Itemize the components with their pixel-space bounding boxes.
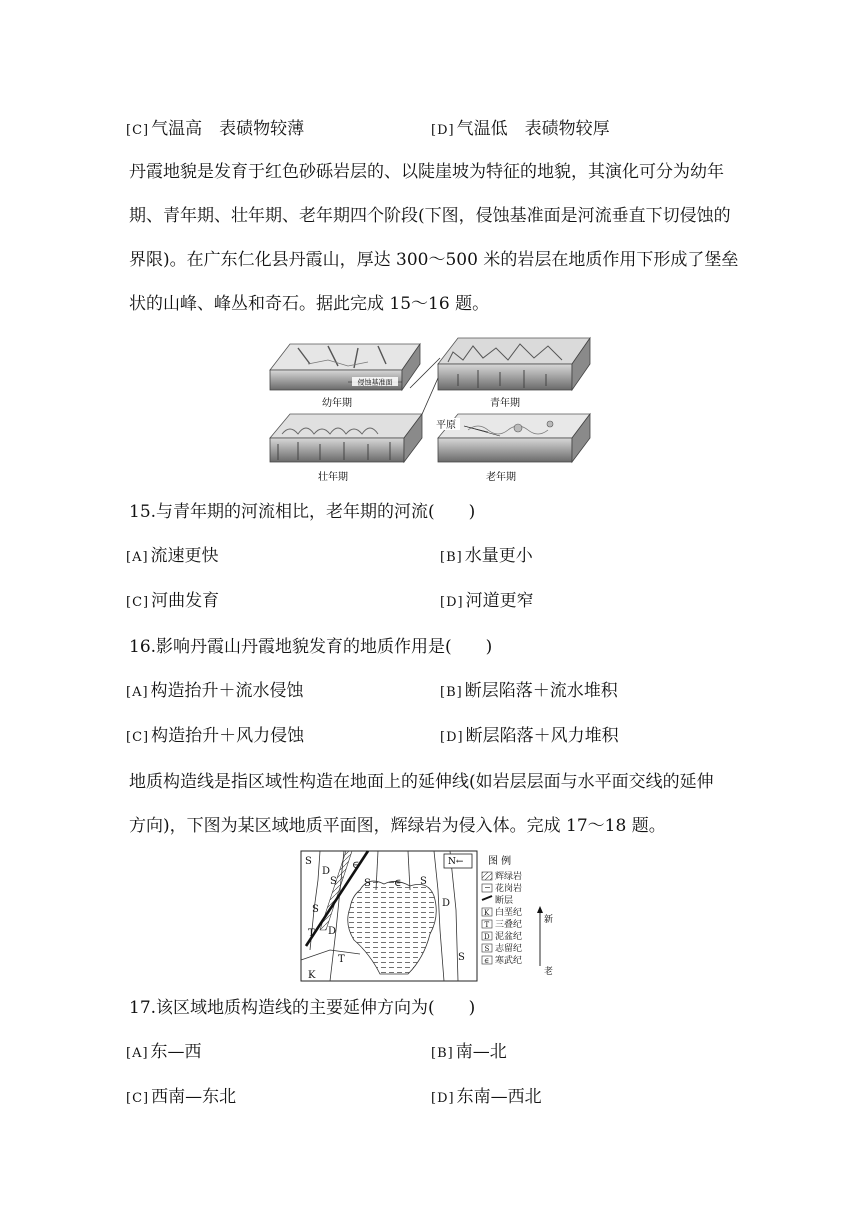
q16-option-a [126, 680, 304, 704]
map-label: ∈ [394, 878, 402, 889]
option-text: 构造抬升＋风力侵蚀 [151, 726, 305, 746]
q15-option-d [440, 590, 534, 614]
map-label: S [364, 878, 371, 889]
option-label: [D] [431, 123, 455, 138]
q14-option-c [126, 118, 304, 142]
legend-item: 辉绿岩 [495, 872, 523, 882]
legend [482, 870, 522, 966]
passage1-line-4: 状的山峰、峰丛和奇石。据此完成 15～16 题。 [129, 294, 490, 314]
age-old-label: 老 [544, 967, 554, 977]
old-stage-block [434, 414, 590, 462]
q15-stem: 15.与青年期的河流相比，老年期的河流( ) [129, 502, 476, 522]
map-label: S [458, 952, 465, 963]
option-label: [A] [126, 685, 149, 700]
option-label: [C] [126, 123, 150, 138]
age-new-label: 新 [544, 915, 554, 925]
mature-stage-label: 壮年期 [318, 472, 348, 483]
passage1-line-1: 丹霞地貌是发育于红色砂砾岩层的、以陡崖坡为特征的地貌，其演化可分为幼年 [129, 162, 724, 182]
map-label: S [420, 876, 427, 887]
option-text: 气温高 表碛物较薄 [151, 119, 305, 139]
map-label: D [328, 926, 337, 937]
q17-stem: 17.该区域地质构造线的主要延伸方向为( ) [129, 998, 476, 1018]
option-label: [B] [440, 550, 463, 565]
map-label: D [442, 898, 451, 909]
legend-item: 三叠纪 [495, 920, 523, 930]
legend-key: ∈ [484, 957, 490, 965]
option-label: [C] [126, 730, 150, 745]
danxia-evolution-svg [268, 334, 592, 486]
q16-option-b [440, 680, 618, 704]
legend-key: K [484, 909, 490, 917]
option-text: 东—西 [150, 1042, 202, 1062]
option-text: 流速更快 [150, 546, 219, 566]
legend-item: 花岗岩 [495, 884, 523, 894]
map-label: S [330, 876, 337, 887]
geologic-map-svg [300, 850, 562, 984]
map-label: T [338, 954, 345, 965]
q17-option-a [126, 1041, 202, 1065]
passage2-line-2: 方向)，下图为某区域地质平面图，辉绿岩为侵入体。完成 17～18 题。 [129, 816, 666, 836]
q17-option-d [431, 1086, 542, 1110]
q15-option-a [126, 545, 219, 569]
old-stage-label: 老年期 [486, 472, 516, 483]
option-label: [C] [126, 595, 150, 610]
q15-option-c [126, 590, 219, 614]
legend-item: 志留纪 [495, 944, 523, 954]
mature-stage-block [270, 414, 422, 462]
option-label: [A] [126, 550, 149, 565]
option-text: 断层陷落＋流水堆积 [464, 681, 618, 701]
q17-option-c [126, 1086, 236, 1110]
north-arrow-icon: N← [448, 857, 464, 867]
option-text: 南—北 [455, 1042, 507, 1062]
legend-item: 白垩纪 [495, 908, 523, 918]
passage1-line-3: 界限)。在广东仁化县丹霞山，厚达 300～500 米的岩层在地质作用下形成了堡垒 [129, 250, 739, 270]
option-text: 构造抬升＋流水侵蚀 [150, 681, 304, 701]
legend-key: S [484, 945, 490, 953]
plain-label: 平原 [436, 420, 456, 431]
option-label: [B] [431, 1046, 454, 1061]
youth-stage-block [270, 344, 420, 390]
map-label: T [308, 928, 315, 939]
q16-stem: 16.影响丹霞山丹霞地貌发育的地质作用是( ) [129, 637, 493, 657]
option-label: [D] [440, 595, 464, 610]
map-label: K [308, 970, 316, 981]
q16-option-c [126, 725, 304, 749]
passage1-line-2: 期、青年期、壮年期、老年期四个阶段(下图，侵蚀基准面是河流垂直下切侵蚀的 [129, 206, 731, 226]
legend-item: 泥盆纪 [495, 932, 523, 942]
legend-title: 图 例 [488, 856, 512, 867]
option-label: [D] [431, 1091, 455, 1106]
young-stage-label: 青年期 [490, 398, 520, 409]
option-text: 河曲发育 [151, 591, 220, 611]
option-text: 断层陷落＋风力堆积 [465, 726, 619, 746]
q15-option-b [440, 545, 533, 569]
map-label: S [312, 904, 319, 915]
option-label: [B] [440, 685, 463, 700]
option-text: 西南—东北 [151, 1087, 237, 1107]
option-text: 河道更窄 [465, 591, 534, 611]
map-label: S [305, 856, 312, 867]
option-text: 东南—西北 [456, 1087, 542, 1107]
legend-item: 断层 [495, 896, 514, 906]
youth-stage-label: 幼年期 [322, 398, 352, 409]
passage2-line-1: 地质构造线是指区域性构造在地面上的延伸线(如岩层层面与水平面交线的延伸 [129, 772, 714, 792]
option-label: [C] [126, 1091, 150, 1106]
legend-item: 寒武纪 [495, 956, 523, 966]
map-label: D [322, 866, 331, 877]
option-text: 水量更小 [464, 546, 533, 566]
geologic-map-figure [300, 850, 562, 984]
arrow-up-icon [537, 906, 543, 913]
danxia-evolution-figure [268, 334, 592, 486]
young-stage-block [438, 338, 590, 390]
base-level-label: 侵蚀基准面 [357, 378, 393, 387]
legend-key: T [484, 921, 490, 929]
q14-option-d [431, 118, 610, 142]
option-text: 气温低 表碛物较厚 [456, 119, 610, 139]
map-label: ∈ [352, 860, 360, 871]
q17-option-b [431, 1041, 507, 1065]
legend-key: D [484, 933, 490, 941]
option-label: [D] [440, 730, 464, 745]
option-label: [A] [126, 1046, 149, 1061]
q16-option-d [440, 725, 619, 749]
